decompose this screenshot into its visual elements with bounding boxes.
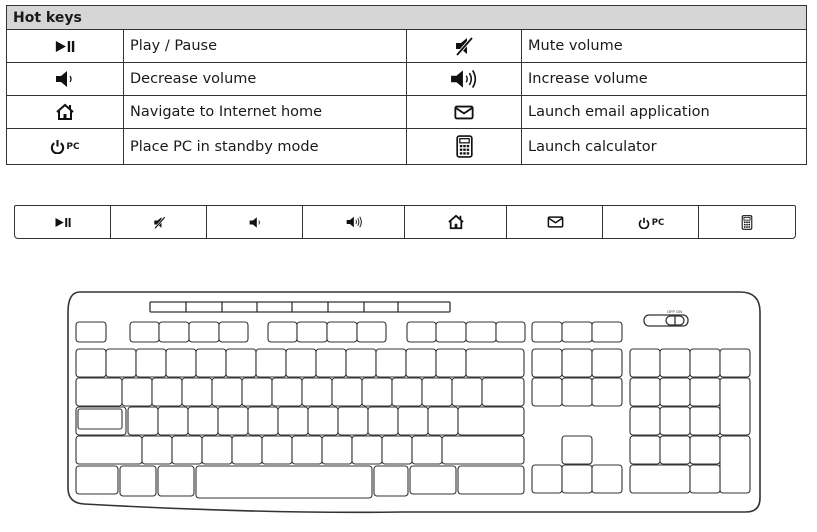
power-pc-key[interactable] [602, 205, 700, 239]
mail-key[interactable] [506, 205, 604, 239]
power-pc-icon: PC [50, 139, 79, 155]
hotkey-label: Play / Pause [124, 30, 407, 63]
hotkey-label: Place PC in standby mode [124, 129, 407, 165]
hot-key-strip [14, 205, 796, 241]
hotkey-label: Launch calculator [522, 129, 807, 165]
table-title: Hot keys [7, 6, 807, 30]
hotkey-label: Decrease volume [124, 63, 407, 96]
play-pause-icon [54, 217, 72, 228]
hotkey-label: Navigate to Internet home [124, 96, 407, 129]
hotkey-label: Increase volume [522, 63, 807, 96]
calculator-key[interactable] [698, 205, 796, 239]
table-row [7, 129, 807, 165]
calculator-icon [741, 215, 753, 230]
keyboard-diagram [64, 290, 764, 526]
mute-icon [454, 36, 474, 56]
table-row [7, 96, 807, 129]
volume-down-icon [55, 69, 75, 89]
svg-text:OFF ON: OFF ON [667, 309, 683, 314]
home-icon [55, 103, 75, 121]
table-row [7, 30, 807, 63]
play-pause-icon [54, 40, 76, 53]
play-pause-key[interactable] [14, 205, 112, 239]
mute-icon [153, 216, 166, 229]
table-row [7, 63, 807, 96]
hotkey-label: Launch email application [522, 96, 807, 129]
mail-icon [547, 216, 564, 228]
volume-down-icon [249, 216, 262, 229]
keys [76, 322, 750, 498]
power-pc-icon: PC [638, 213, 664, 232]
home-icon [447, 214, 465, 230]
volume-up-icon [346, 215, 363, 229]
volume-up-key[interactable] [302, 205, 406, 239]
mini-hotkey-strip [150, 302, 450, 312]
mail-icon [454, 105, 474, 120]
calculator-icon [456, 135, 473, 158]
mute-key[interactable] [110, 205, 208, 239]
home-key[interactable] [404, 205, 508, 239]
volume-down-key[interactable] [206, 205, 304, 239]
volume-up-icon [450, 68, 478, 90]
hot-keys-table [6, 5, 807, 165]
hotkey-label: Mute volume [522, 30, 807, 63]
